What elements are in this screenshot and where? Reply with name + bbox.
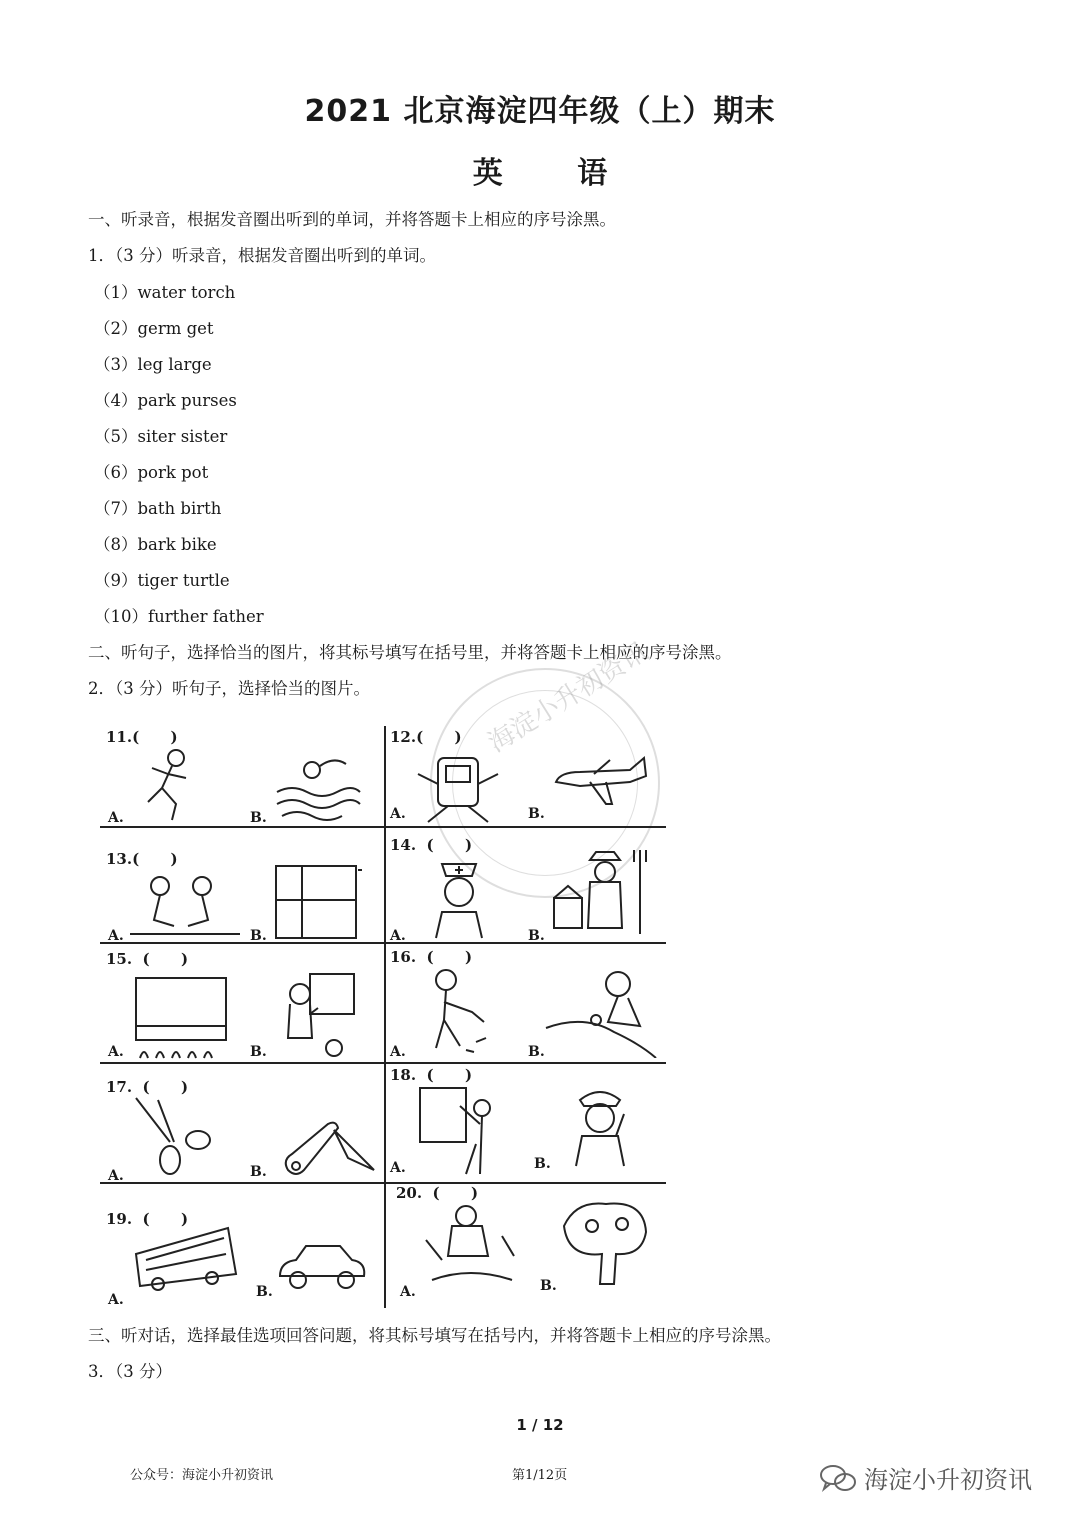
option-a-label: A. <box>108 1168 124 1184</box>
footer-account: 公众号：海淀小升初资讯 <box>130 1468 274 1483</box>
wechat-icon <box>818 1463 858 1493</box>
list-item: （8）bark bike <box>94 535 217 554</box>
list-item: （9）tiger turtle <box>94 571 230 590</box>
bus-picture <box>132 1224 240 1292</box>
option-a-label: A. <box>400 1284 416 1300</box>
airplane-picture <box>550 752 650 812</box>
watermark-text: 海淀小升初资讯 <box>483 636 654 759</box>
question-20-label: 20. ( ) <box>396 1184 479 1202</box>
option-a-label: A. <box>108 1292 124 1308</box>
option-a-label: A. <box>390 1044 406 1060</box>
option-b-label: B. <box>528 928 545 944</box>
hiking-picture <box>422 1200 520 1284</box>
running-boy-picture <box>128 744 208 824</box>
question-16-label: 16. ( ) <box>390 948 473 966</box>
list-item: （10）further father <box>94 607 264 626</box>
girl-picking-apples-picture <box>544 964 658 1058</box>
option-a-label: A. <box>390 928 406 944</box>
grid-divider <box>100 826 666 828</box>
police-officer-picture <box>568 1084 632 1168</box>
option-b-label: B. <box>528 806 545 822</box>
grid-divider <box>100 942 666 944</box>
question-11-label: 11.( ) <box>106 728 178 746</box>
picture-grid <box>100 726 666 1308</box>
subject-char-1: 英 <box>472 156 503 191</box>
option-a-label: A. <box>108 810 124 826</box>
list-item: （2）germ get <box>94 319 214 338</box>
option-a-label: A. <box>390 806 406 822</box>
option-b-label: B. <box>250 810 267 826</box>
children-playing-picture <box>130 870 240 942</box>
section1-heading: 一、听录音，根据发音圈出听到的单词，并将答题卡上相应的序号涂黑。 <box>88 210 616 229</box>
question-15-label: 15. ( ) <box>106 950 189 968</box>
document-title: 2021 北京海淀四年级（上）期末 <box>304 94 776 129</box>
footer-brand <box>818 1460 1032 1495</box>
list-item: （4）park purses <box>94 391 237 410</box>
option-a-label: A. <box>108 1044 124 1060</box>
option-b-label: B. <box>250 1164 267 1180</box>
option-b-label: B. <box>250 928 267 944</box>
list-item: （7）bath birth <box>94 499 222 518</box>
grid-divider-vertical <box>384 726 386 1308</box>
option-b-label: B. <box>540 1278 557 1294</box>
classroom-window-picture <box>272 860 364 942</box>
train-picture <box>408 744 508 824</box>
option-b-label: B. <box>534 1156 551 1172</box>
option-a-label: A. <box>108 928 124 944</box>
nurse-picture <box>424 854 494 940</box>
farmer-picture <box>550 848 654 940</box>
girl-cleaning-picture <box>416 962 500 1058</box>
option-a-label: A. <box>390 1160 406 1176</box>
list-item: （6）pork pot <box>94 463 209 482</box>
tree-climbing-picture <box>556 1196 652 1286</box>
scissors-picture <box>130 1094 216 1180</box>
subject-title <box>0 148 1080 192</box>
question-3: 3．（3 分） <box>88 1362 172 1381</box>
list-item: （5）siter sister <box>94 427 228 446</box>
option-b-label: B. <box>528 1044 545 1060</box>
question-19-label: 19. ( ) <box>106 1210 189 1228</box>
section3-heading: 三、听对话，选择最佳选项回答问题，将其标号填写在括号内，并将答题卡上相应的序号涂黑。 <box>88 1326 781 1345</box>
footer-page: 第1/12页 <box>512 1468 568 1483</box>
grid-divider <box>100 1062 666 1064</box>
question-12-label: 12.( ) <box>390 728 462 746</box>
painting-picture <box>274 968 358 1058</box>
option-b-label: B. <box>250 1044 267 1060</box>
question-18-label: 18. ( ) <box>390 1066 473 1084</box>
question-1: 1．（3 分）听录音，根据发音圈出听到的单词。 <box>88 246 436 265</box>
cinema-screen-picture <box>128 974 234 1060</box>
list-item: （1）water torch <box>94 283 236 302</box>
question-17-label: 17. ( ) <box>106 1078 189 1096</box>
grid-divider <box>100 1182 666 1184</box>
knife-picture <box>278 1110 378 1180</box>
footer-brand-text: 海淀小升初资讯 <box>864 1466 1032 1494</box>
page-number: 1 / 12 <box>516 1416 564 1434</box>
car-picture <box>276 1238 368 1294</box>
teacher-at-board-picture <box>416 1084 498 1176</box>
option-b-label: B. <box>256 1284 273 1300</box>
question-2: 2．（3 分）听句子，选择恰当的图片。 <box>88 679 370 698</box>
swimming-picture <box>272 748 362 822</box>
list-item: （3）leg large <box>94 355 212 374</box>
subject-char-2: 语 <box>577 156 608 191</box>
question-13-label: 13.( ) <box>106 850 178 868</box>
section2-heading: 二、听句子，选择恰当的图片，将其标号填写在括号里，并将答题卡上相应的序号涂黑。 <box>88 643 732 662</box>
question-14-label: 14. ( ) <box>390 836 473 854</box>
